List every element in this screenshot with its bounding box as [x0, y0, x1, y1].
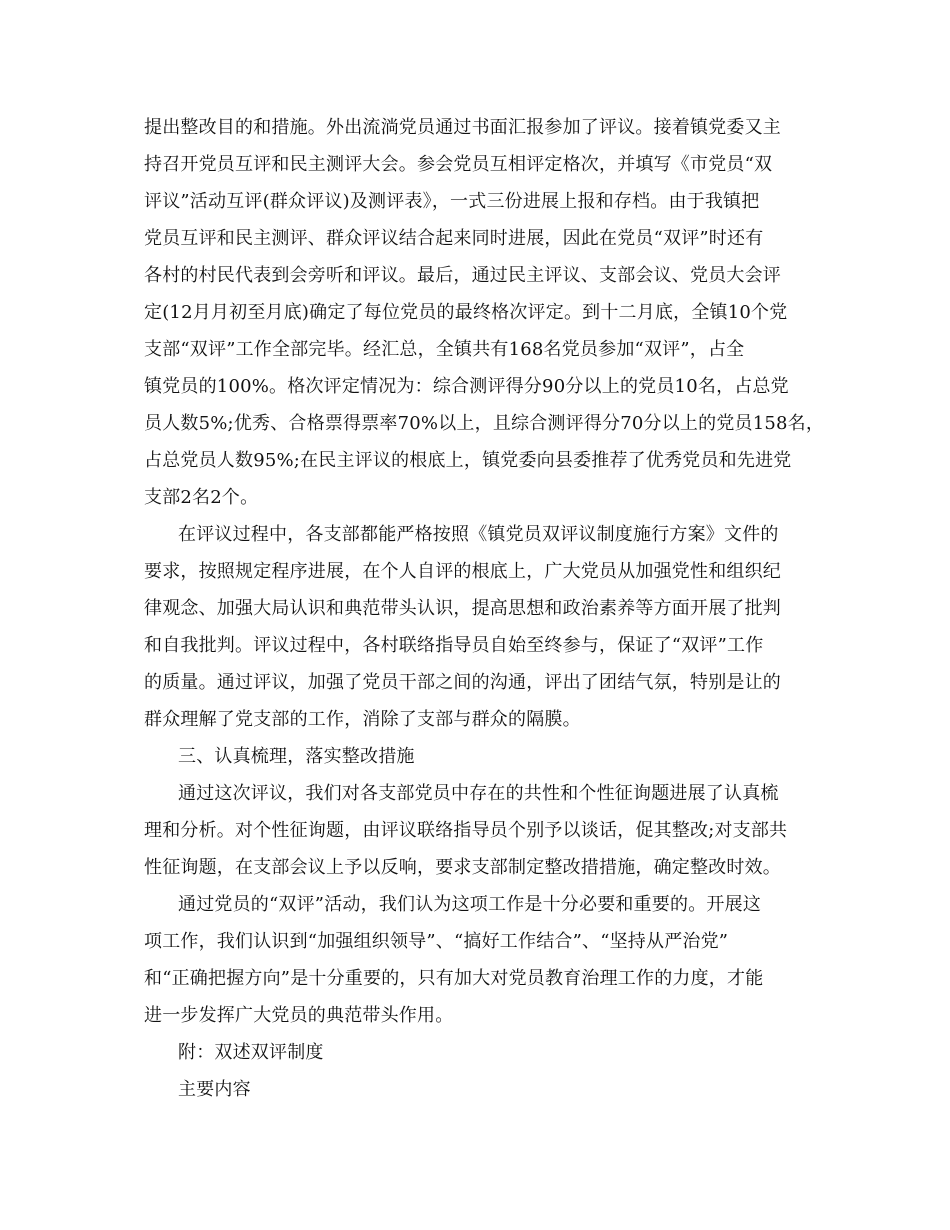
text-line: 性征询题，在支部会议上予以反响，要求支部制定整改措措施，确定整改时效。	[144, 857, 781, 878]
text-line: 律观念、加强大局认识和典范带头认识，提高思想和政治素养等方面开展了批判	[144, 598, 781, 619]
paragraph-first-line: 通过这次评议，我们对各支部党员中存在的共性和个性征询题进展了认真梳	[178, 783, 779, 804]
text-line: 和自我批判。评议过程中，各村联络指导员自始至终参与，保证了“双评”工作	[144, 635, 764, 656]
text-line: 各村的村民代表到会旁听和评议。最后，通过民主评议、支部会议、党员大会评	[144, 265, 781, 286]
text-line: 支部2名2个。	[144, 487, 259, 508]
text-line: 持召开党员互评和民主测评大会。参会党员互相评定格次，并填写《市党员“双	[144, 154, 773, 175]
appendix-heading: 附：双述双评制度	[178, 1042, 324, 1063]
text-line: 群众理解了党支部的工作，消除了支部与群众的隔膜。	[144, 709, 581, 730]
section-heading: 三、认真梳理，落实整改措施	[178, 746, 415, 767]
text-line: 理和分析。对个性征询题，由评议联络指导员个别予以谈话，促其整改;对支部共	[144, 820, 788, 841]
text-line: 镇党员的100%。格次评定情况为：综合测评得分90分以上的党员10名，占总党	[144, 376, 789, 397]
text-line: 评议”活动互评(群众评议)及测评表》，一式三份进展上报和存档。由于我镇把	[144, 191, 760, 212]
text-line: 员人数5%;优秀、合格票得票率70%以上，且综合测评得分70分以上的党员158名，	[144, 413, 825, 434]
text-line: 和“正确把握方向”是十分重要的，只有加大对党员教育治理工作的力度，才能	[144, 968, 764, 989]
text-line: 的质量。通过评议，加强了党员干部之间的沟通，评出了团结气氛，特别是让的	[144, 672, 781, 693]
text-line: 提出整改目的和措施。外出流淌党员通过书面汇报参加了评议。接着镇党委又主	[144, 117, 781, 138]
text-line: 项工作，我们认识到“加强组织领导”、“搞好工作结合”、“坚持从严治党”	[144, 931, 729, 952]
paragraph-first-line: 通过党员的“双评”活动，我们认为这项工作是十分必要和重要的。开展这	[178, 894, 762, 915]
subheading: 主要内容	[178, 1079, 251, 1100]
text-line: 定(12月月初至月底)确定了每位党员的最终格次评定。到十二月底，全镇10个党	[144, 302, 788, 323]
text-line: 支部“双评”工作全部完毕。经汇总，全镇共有168名党员参加“双评”，占全	[144, 339, 745, 360]
text-line: 进一步发挥广大党员的典范带头作用。	[144, 1005, 454, 1026]
text-line: 占总党员人数95%;在民主评议的根底上，镇党委向县委推荐了优秀党员和先进党	[144, 450, 792, 471]
paragraph-first-line: 在评议过程中，各支部都能严格按照《镇党员双评议制度施行方案》文件的	[178, 524, 779, 545]
text-line: 要求，按照规定程序进展，在个人自评的根底上，广大党员从加强党性和组织纪	[144, 561, 781, 582]
text-line: 党员互评和民主测评、群众评议结合起来同时进展，因此在党员“双评”时还有	[144, 228, 764, 249]
